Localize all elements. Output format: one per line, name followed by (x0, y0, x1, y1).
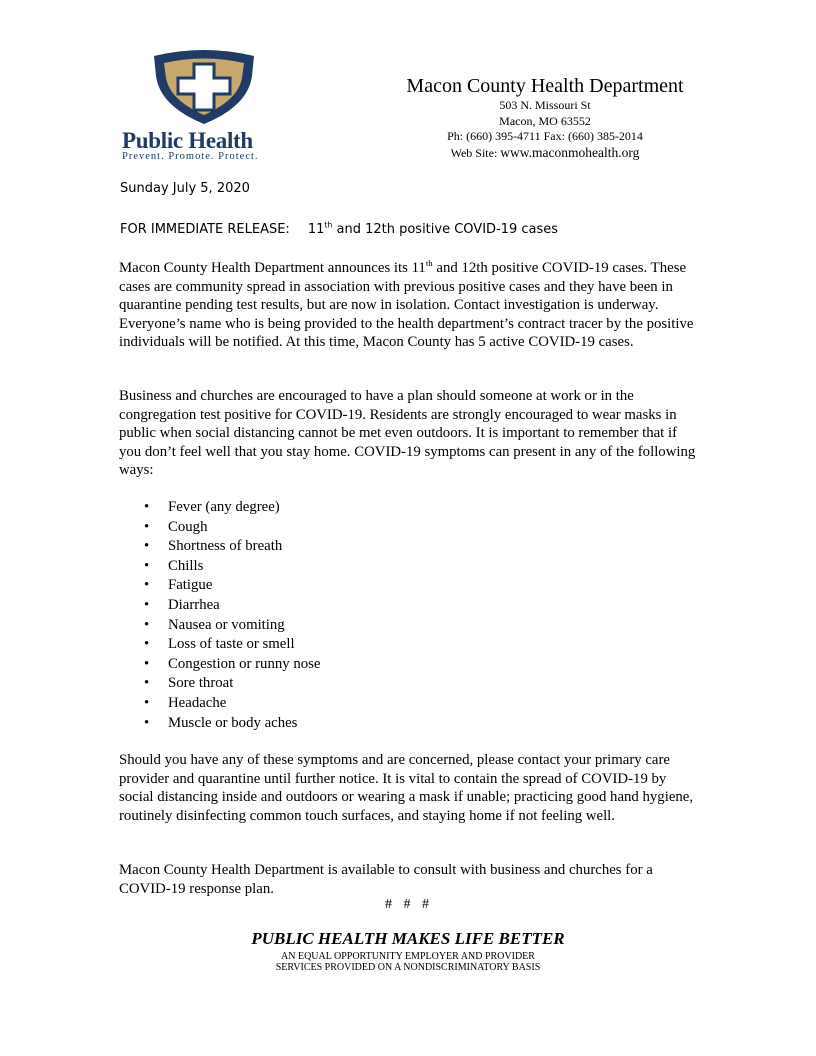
symptom-text: Muscle or body aches (168, 714, 298, 731)
bullet-icon: • (144, 655, 150, 672)
list-item (138, 596, 320, 616)
footer-nondiscrimination: SERVICES PROVIDED ON A NONDISCRIMINATORY BASIS (275, 962, 541, 973)
symptom-text: Sore throat (168, 675, 234, 692)
release-label: FOR IMMEDIATE RELEASE: (120, 222, 290, 237)
bullet-icon: • (144, 577, 150, 594)
phone-fax: Ph: (660) 395-4711 Fax: (660) 385-2014 (447, 129, 643, 143)
bullet-icon: • (144, 714, 150, 731)
symptom-text: Loss of taste or smell (168, 636, 295, 653)
organization-name: Macon County Health Department (406, 75, 684, 97)
footer-equal-opportunity: AN EQUAL OPPORTUNITY EMPLOYER AND PROVIDER (281, 951, 535, 962)
release-date: Sunday July 5, 2020 (120, 181, 250, 196)
symptom-list (138, 498, 320, 733)
symptom-text: Shortness of breath (168, 538, 283, 555)
bullet-icon: • (144, 538, 150, 555)
list-item (138, 576, 320, 596)
list-item (138, 674, 320, 694)
symptom-text: Cough (168, 518, 208, 535)
list-item (138, 498, 320, 518)
paragraph-guidance: Business and churches are encouraged to have a plan should someone at work or in the congregation test positive for COVID-19. Residents are strongly encouraged to wear masks in public when social distancing cannot be met even outdoors. It is important to remember that if you don’t feel well that you stay home. COVID-19 symptoms can present in any of the following ways: (119, 388, 696, 479)
logo-title: Public Health (122, 128, 253, 153)
paragraph-announcement-superscript: th (425, 257, 433, 268)
symptom-text: Congestion or runny nose (168, 655, 321, 672)
bullet-icon: • (144, 499, 150, 515)
list-item (138, 655, 320, 675)
street-address: 503 N. Missouri St (499, 98, 591, 112)
symptom-text: Fatigue (168, 577, 213, 594)
logo-tagline: Prevent. Promote. Protect. (122, 151, 259, 162)
symptom-text: Chills (168, 557, 204, 574)
bullet-icon: • (144, 616, 150, 633)
release-heading (120, 222, 558, 237)
list-item (138, 557, 320, 577)
bullet-icon: • (144, 636, 150, 653)
bullet-icon: • (144, 675, 150, 692)
footer-slogan: PUBLIC HEALTH MAKES LIFE BETTER (251, 929, 565, 948)
list-item (138, 714, 320, 734)
list-item (138, 537, 320, 557)
list-item (138, 694, 320, 714)
symptom-text: Nausea or vomiting (168, 616, 285, 633)
symptom-text: Fever (any degree) (168, 499, 280, 515)
release-number: 11 (307, 222, 325, 237)
paragraph-contact-advice: Should you have any of these symptoms and are concerned, please contact your primary care provider and quarantine until further notice. It is vital to contain the spread of COVID-19 by social distancing inside and outdoors or wearing a mask if unable; practicing good hand hygiene, routinely disinfecting common touch surfaces, and staying home if not feeling well. (119, 752, 694, 824)
bullet-icon: • (144, 694, 150, 711)
website-link[interactable]: www.maconmohealth.org (500, 144, 640, 160)
end-marks: # # # (385, 897, 433, 912)
public-health-logo (118, 50, 290, 162)
bullet-icon: • (144, 596, 150, 613)
shield-cross-icon (152, 50, 256, 126)
symptom-text: Diarrhea (168, 596, 220, 613)
release-superscript: th (324, 220, 333, 230)
symptom-text: Headache (168, 694, 227, 711)
bullet-icon: • (144, 557, 150, 574)
list-item (138, 518, 320, 538)
paragraph-consultation: Macon County Health Department is available to consult with business and churches for a COVID-19 response plan. (119, 862, 653, 897)
bullet-icon: • (144, 518, 150, 535)
list-item (138, 616, 320, 636)
paragraph-announcement-body: and 12th positive COVID-19 cases. These cases are community spread in association with previous positive cases and they have been in quarantine pending test results, but are now in isolation. Contact investigation is underway. Everyone’s name who is being provided to the health department’s contract tracer by the positive individuals will be notified. At this time, Macon County has 5 active COVID-19 cases. (119, 260, 694, 351)
website-label: Web Site: (450, 145, 501, 160)
list-item (138, 635, 320, 655)
paragraph-announcement-lead: Macon County Health Department announces its 11 (119, 260, 426, 276)
city-address: Macon, MO 63552 (499, 113, 591, 128)
website-line (390, 145, 700, 162)
letterhead (390, 74, 700, 161)
paragraph-announcement (119, 259, 699, 352)
release-subject: and 12th positive COVID-19 cases (332, 222, 559, 237)
